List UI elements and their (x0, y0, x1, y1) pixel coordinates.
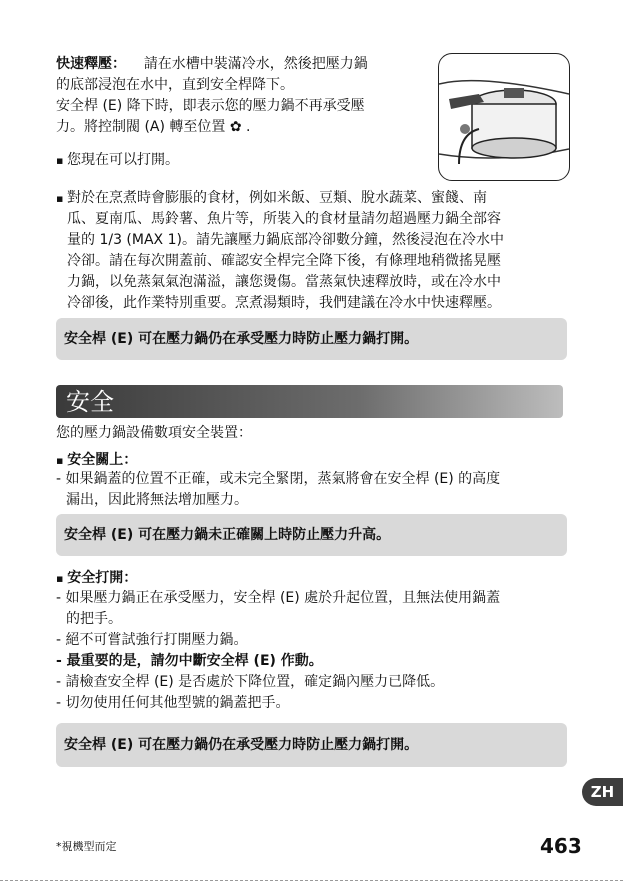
safety-open-line-4: - 最重要的是，請勿中斷安全桿 (E) 作動。 (56, 653, 323, 669)
info-box-2: 安全桿 (E) 可在壓力鍋未正確關上時防止壓力升高。 (56, 514, 567, 556)
safety-open-line-6: - 切勿使用任何其他型號的鍋蓋把手。 (56, 695, 290, 711)
intro-line-2: 的底部浸泡在水中，直到安全桿降下。 (56, 77, 294, 93)
safety-open-text (56, 588, 571, 714)
intro-line-1: 請在水槽中裝滿冷水，然後把壓力鍋 (143, 56, 368, 72)
warning-line-1: ▪ 對於在烹煮時會膨脹的食材，例如米飯、豆類、脫水蔬菜、蜜餞、南 (56, 188, 571, 209)
intro-line-4: 力。將控制閥 (A) 轉至位置 ✿ . (56, 119, 251, 135)
safety-close-text (56, 469, 571, 511)
warning-line-5: 力鍋，以免蒸氣氣泡滿溢，讓您燙傷。當蒸氣快速釋放時，或在冷水中 (67, 274, 501, 290)
info-box-1: 安全桿 (E) 可在壓力鍋仍在承受壓力時防止壓力鍋打開。 (56, 318, 567, 360)
safety-close-line-1: - 如果鍋蓋的位置不正確，或未完全緊閉，蒸氣將會在安全桿 (E) 的高度 (56, 471, 501, 487)
open-now-text: ▪ 您現在可以打開。 (56, 150, 179, 171)
safety-open-line-1: - 如果壓力鍋正在承受壓力，安全桿 (E) 處於升起位置，且無法使用鍋蓋 (56, 590, 501, 606)
warning-paragraph (56, 188, 571, 314)
warning-line-4: 冷卻。請在每次開蓋前、確認安全桿完全降下後，有條理地稍微搖晃壓 (67, 253, 501, 269)
intro-line-3: 安全桿 (E) 降下時，即表示您的壓力鍋不再承受壓 (56, 98, 365, 114)
pressure-cooker-icon (439, 54, 569, 180)
language-tab: ZH (582, 778, 623, 806)
intro-paragraph (56, 54, 416, 138)
intro-title: 快速釋壓： (56, 56, 126, 72)
safety-close-title: ▪ 安全關上： (56, 450, 137, 471)
warning-line-6: 冷卻後，此作業特別重要。烹煮湯類時，我們建議在冷水中快速釋壓。 (67, 295, 501, 311)
cooker-in-sink-illustration (438, 53, 570, 181)
info-box-3: 安全桿 (E) 可在壓力鍋仍在承受壓力時防止壓力鍋打開。 (56, 723, 567, 767)
safety-open-line-5: - 請檢查安全桿 (E) 是否處於下降位置，確定鍋內壓力已降低。 (56, 674, 445, 690)
warning-line-3: 量的 1/3 (MAX 1)。請先讓壓力鍋底部冷卻數分鐘，然後浸泡在冷水中 (67, 232, 504, 248)
page-number: 463 (540, 834, 582, 858)
section-heading (56, 385, 563, 418)
safety-close-line-2: 漏出，因此將無法增加壓力。 (66, 492, 248, 508)
page-divider (0, 880, 623, 881)
safety-open-line-2: 的把手。 (66, 611, 122, 627)
safety-open-title: ▪ 安全打開： (56, 568, 137, 589)
warning-line-2: 瓜、夏南瓜、馬鈴薯、魚片等，所裝入的食材量請勿超過壓力鍋全部容 (67, 211, 501, 227)
footnote: *視機型而定 (56, 840, 117, 853)
safety-open-line-3: - 絕不可嘗試強行打開壓力鍋。 (56, 632, 248, 648)
section-title: 安全 (66, 388, 114, 416)
section-intro: 您的壓力鍋設備數項安全裝置： (56, 425, 252, 441)
